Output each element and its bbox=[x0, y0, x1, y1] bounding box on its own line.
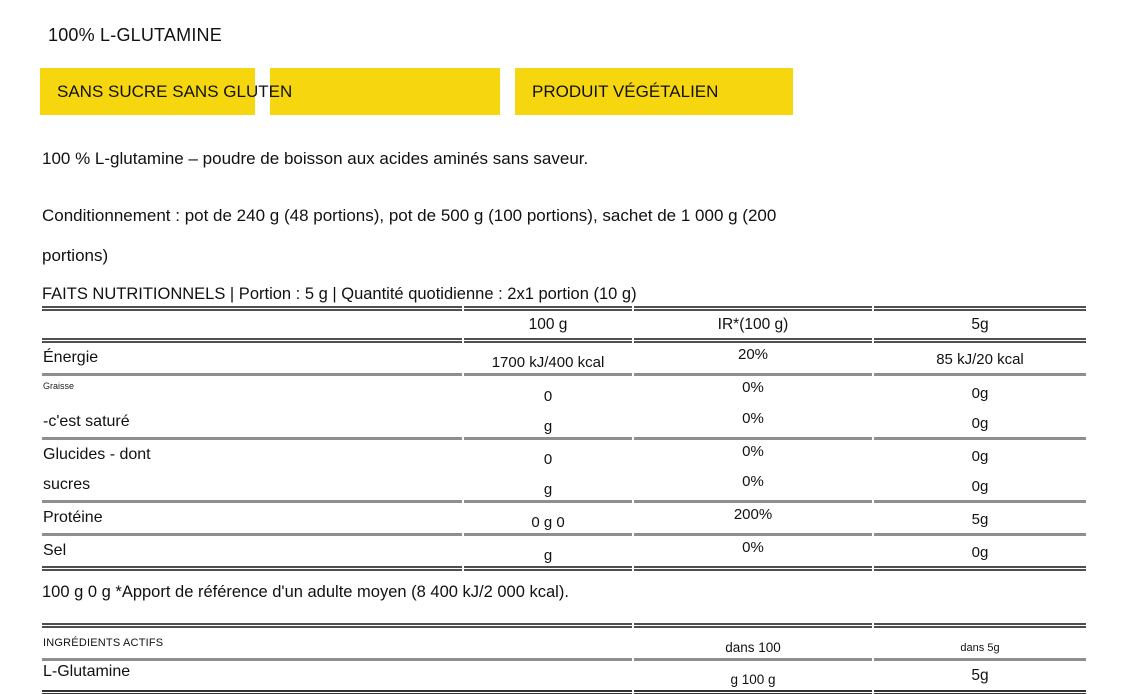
active-ingredients-table bbox=[40, 623, 1088, 694]
nutrition-value: g bbox=[464, 470, 632, 503]
nutrition-row-label: sucres bbox=[42, 470, 462, 503]
nutrition-row-label: -c'est saturé bbox=[42, 407, 462, 440]
badge-label: PRODUIT VÉGÉTALIEN bbox=[532, 81, 719, 101]
reference-intake-footnote: 100 g 0 g *Apport de référence d'un adulte moyen (8 400 kJ/2 000 kcal). bbox=[42, 583, 569, 601]
table-row bbox=[42, 407, 1086, 440]
nutrition-value: 0 bbox=[543, 451, 553, 468]
nutrition-row-label: Graisse bbox=[43, 381, 75, 391]
table-row bbox=[42, 503, 1086, 536]
nutrition-value: 0g bbox=[971, 448, 989, 465]
ingredient-value: g 100 g bbox=[634, 661, 872, 694]
page-title: 100% L-GLUTAMINE bbox=[48, 25, 222, 45]
nutrition-row-label: Protéine bbox=[42, 503, 462, 536]
ingredients-header-row bbox=[42, 623, 1086, 661]
table-row bbox=[42, 440, 1086, 470]
ingredients-heading: INGRÉDIENTS ACTIFS bbox=[42, 623, 632, 661]
nutrition-value: g bbox=[464, 407, 632, 440]
nutrition-value: 0% bbox=[742, 443, 764, 460]
table-row bbox=[42, 536, 1086, 571]
nutrition-value: 5g bbox=[874, 503, 1086, 536]
ingredients-col-header-100: dans 100 bbox=[634, 623, 872, 661]
nutrition-value: 0% bbox=[742, 379, 764, 396]
nutrition-row-label: Énergie bbox=[42, 343, 462, 376]
table-row bbox=[42, 343, 1086, 376]
nutrition-row-label: Sel bbox=[42, 536, 462, 571]
nutrition-col-header-5g: 5g bbox=[874, 306, 1086, 343]
badge-empty bbox=[270, 68, 500, 115]
nutrition-value: 0% bbox=[634, 536, 872, 571]
nutrition-value: 0% bbox=[634, 470, 872, 503]
product-description: 100 % L-glutamine – poudre de boisson aux acides aminés sans saveur. bbox=[42, 149, 589, 168]
badge-sans-sucre-sans-gluten bbox=[40, 68, 293, 115]
nutrition-value: 0g bbox=[971, 384, 989, 402]
nutrition-value: 20% bbox=[634, 343, 872, 376]
nutrition-table bbox=[40, 306, 1088, 571]
nutrition-value: 0g bbox=[874, 470, 1086, 503]
ingredients-col-header-5g: dans 5g bbox=[874, 623, 1086, 661]
badge-produit-vegetalien bbox=[515, 68, 793, 115]
nutrition-row-label: Glucides - dont bbox=[43, 446, 151, 463]
nutrition-value: 0g bbox=[874, 536, 1086, 571]
nutrition-col-header-100g: 100 g bbox=[464, 306, 632, 343]
badge-label: SANS SUCRE SANS GLUTEN bbox=[57, 81, 293, 101]
nutrition-value: 0 bbox=[543, 388, 553, 405]
nutrition-value: 85 kJ/20 kcal bbox=[874, 343, 1086, 376]
nutrition-col-header-ir: IR*(100 g) bbox=[634, 306, 872, 343]
nutrition-header-row bbox=[42, 306, 1086, 343]
nutrition-facts-heading: FAITS NUTRITIONNELS | Portion : 5 g | Quantité quotidienne : 2x1 portion (10 g) bbox=[42, 285, 637, 303]
nutrition-col-header bbox=[42, 306, 462, 343]
nutrition-value: g bbox=[464, 536, 632, 571]
table-row bbox=[42, 470, 1086, 503]
nutrition-value: 1700 kJ/400 kcal bbox=[464, 343, 632, 376]
nutrition-value: 0g bbox=[874, 407, 1086, 440]
nutrition-value: 0% bbox=[634, 407, 872, 440]
ingredient-name: L-Glutamine bbox=[42, 661, 632, 694]
badge-row bbox=[40, 68, 1140, 115]
packaging-info: Conditionnement : pot de 240 g (48 portions), pot de 500 g (100 portions), sachet de 1 000 g (200 portions) bbox=[42, 206, 777, 265]
table-row bbox=[42, 661, 1086, 694]
ingredient-value: 5g bbox=[874, 661, 1086, 694]
nutrition-value: 0 g 0 bbox=[464, 503, 632, 536]
table-row bbox=[42, 376, 1086, 407]
nutrition-value: 200% bbox=[634, 503, 872, 536]
